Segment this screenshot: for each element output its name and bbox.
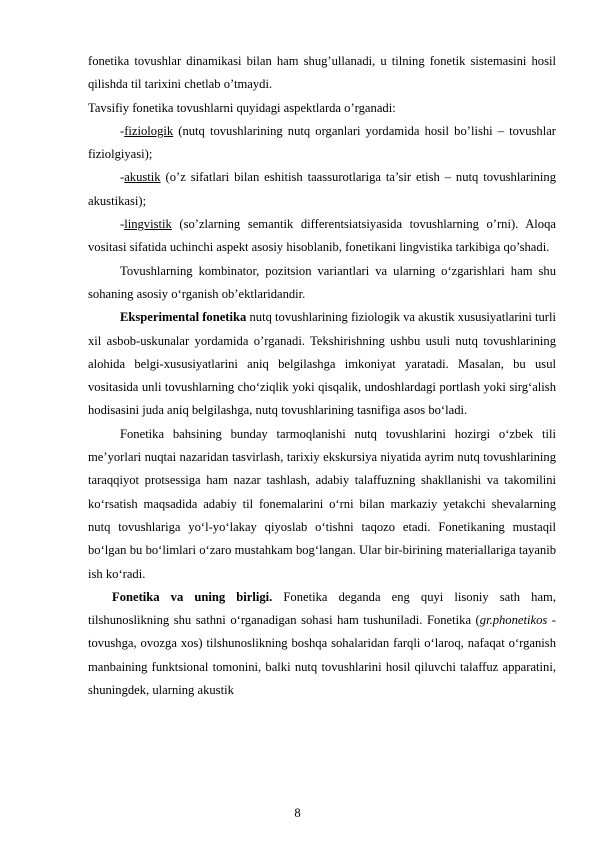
paragraph-text: nutq tovushlarining fiziologik va akustik xususiyatlarini turli xil asbob-uskunalar yordamida o’rganadi. Tekshirishning ushbu usuli nutq tovushlarining alohida belgi-xususiyatlarini aniq belgilashga imkoniyat yaratadi. Masalan, bu usul vositasida unli tovushlarning cho‘ziqlik yoki qisqalik, undoshlardagi portlash yoki sirg‘alish hodisasini juda aniq belgilashga, nutq tovushlarining tasnifiga asos bo‘ladi. bbox=[88, 310, 556, 418]
paragraph-text: - tovushga, ovozga xos) tilshunoslikning boshqa sohalaridan farqli o‘laroq, nafaqat o‘rganish manbaining funktsional tomonini, balki nutq tovushlarini hosil qiluvchi talaffuz apparatini, shuningdek, ularning akustik bbox=[88, 613, 557, 698]
list-item-lingvistik bbox=[88, 213, 556, 260]
paragraph-eksperimental bbox=[88, 306, 556, 422]
list-item-fiziologik bbox=[88, 120, 556, 167]
paragraph-continuation: fonetika tovushlar dinamikasi bilan ham shug’ullanadi, u tilning fonetik sistemasini hosil qilishda til tarixini chetlab o’tmaydi. bbox=[88, 54, 556, 92]
document-body bbox=[88, 50, 556, 702]
term-greek-phonetikos: gr.phonetikos bbox=[479, 613, 548, 628]
term-fiziologik: fiziologik bbox=[124, 123, 174, 138]
paragraph-kombinator: Tovushlarning kombinator, pozitsion variantlari va ularning o‘zgarishlari ham shu sohaning asosiy o‘rganish ob’ektlaridandir. bbox=[88, 263, 556, 301]
heading-fonetika-birligi: Fonetika va uning birligi. bbox=[112, 589, 273, 604]
page-number: 8 bbox=[294, 806, 301, 820]
list-dash: - bbox=[120, 217, 125, 232]
list-item-akustik bbox=[88, 166, 556, 213]
list-dash: - bbox=[120, 123, 125, 138]
term-akustik: akustik bbox=[124, 170, 161, 185]
list-item-text: (o’z sifatlari bilan eshitish taassurotlariga ta’sir etish – nutq tovushlarining akustikasi); bbox=[88, 170, 556, 208]
list-dash: - bbox=[120, 170, 125, 185]
list-item-text: (nutq tovushlarining nutq organlari yordamida hosil bo’lishi – tovushlar fiziolgiyasi); bbox=[88, 123, 556, 162]
paragraph-aspects-intro: Tavsifiy fonetika tovushlarni quyidagi aspektlarda o’rganadi: bbox=[88, 100, 396, 115]
term-lingvistik: lingvistik bbox=[124, 217, 172, 232]
paragraph-fonetika-birligi bbox=[88, 586, 556, 702]
paragraph-text: Fonetika deganda eng quyi lisoniy sath ham, tilshunoslikning shu sathni o‘rganadigan sohasi ham tushuniladi. Fonetika ( bbox=[88, 589, 556, 628]
list-item-text: (so’zlarning semantik differentsiatsiyasida tovushlarning o’rni). Aloqa vositasi sifatida uchinchi aspekt asosiy hisoblanib, fonetikani lingvistika tarkibiga qo’shadi. bbox=[88, 217, 556, 255]
term-eksperimental-fonetika: Eksperimental fonetika bbox=[120, 310, 247, 325]
paragraph-tarmoqlanish: Fonetika bahsining bunday tarmoqlanishi nutq tovushlarini hozirgi o‘zbek tili me’yorlari nuqtai nazaridan tasvirlash, tarixiy ekskursiya niyatida ayrim nutq tovushlarining taraqqiyot protsessiga ham nazar tashlash, adabiy talaffuzning shakllanishi va takomilini ko‘rsatish maqsadida adabiy til fonemalarini o‘rni bilan markaziy yetakchi shevalarning nutq tovushlariga yo‘l-yo‘lakay qiyoslab o‘tishni taqozo etadi. Fonetikaning mustaqil bo‘lgan bu bo‘limlari o‘zaro mustahkam bog‘langan. Ular bir-birining materiallariga tayanib ish ko‘radi. bbox=[88, 426, 556, 581]
